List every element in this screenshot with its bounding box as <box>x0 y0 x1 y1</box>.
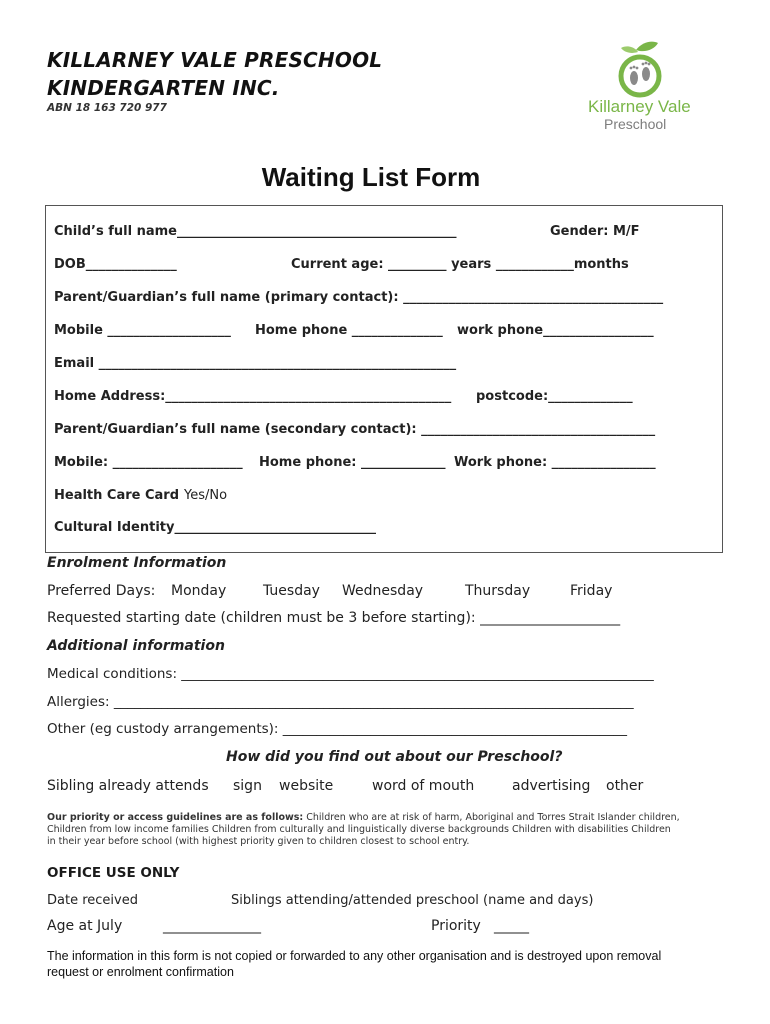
siblings-label: Siblings attending/attended preschool (name and days) <box>231 893 594 908</box>
secondary-guardian-field[interactable]: Parent/Guardian’s full name (secondary contact): ____________________________________ <box>54 422 656 437</box>
dob-field[interactable]: DOB______________ <box>54 257 177 272</box>
priority-line1: Children who are at risk of harm, Aboriginal and Torres Strait Islander children, <box>306 812 680 823</box>
requested-start-field[interactable]: Requested starting date (children must be 3 before starting): ____________________ <box>47 610 621 626</box>
abn-number: ABN 18 163 720 977 <box>47 102 167 114</box>
priority-field[interactable]: _____ <box>494 918 529 934</box>
primary-guardian-field[interactable]: Parent/Guardian’s full name (primary contact): ________________________________________ <box>54 290 664 305</box>
allergies-field[interactable]: Allergies: _____________________________________________________________________________ <box>47 694 634 710</box>
age-at-july-field[interactable]: ______________ <box>163 918 261 934</box>
mobile2-field[interactable]: Mobile: ____________________ <box>54 455 243 470</box>
date-received-label: Date received <box>47 893 138 908</box>
postcode-field[interactable]: postcode:_____________ <box>476 389 633 404</box>
priority-line3: in their year before school (with highest priority given to children closest to school entry. <box>47 836 470 847</box>
other-field[interactable]: Other (eg custody arrangements): ___________________________________________________ <box>47 721 628 737</box>
health-care-card-options[interactable]: Yes/No <box>184 488 228 503</box>
preferred-days-label: Preferred Days: <box>47 583 156 599</box>
preschool-logo <box>612 40 668 98</box>
option-sign[interactable]: sign <box>233 778 262 794</box>
priority-line2: Children from low income families Children from culturally and linguistically diverse backgrounds Children with disabilities Children <box>47 824 671 835</box>
school-name-line2: KINDERGARTEN INC. <box>47 76 280 100</box>
office-use-heading: OFFICE USE ONLY <box>47 865 180 881</box>
form-title: Waiting List Form <box>261 162 481 192</box>
disclaimer-line2: request or enrolment confirmation <box>47 965 234 979</box>
age-at-july-label: Age at July <box>47 918 123 934</box>
medical-conditions-field[interactable]: Medical conditions: ______________________________________________________________________ <box>47 666 654 682</box>
home-phone-field[interactable]: Home phone ______________ <box>255 323 443 338</box>
email-field[interactable]: Email _______________________________________________________ <box>54 356 457 371</box>
enrolment-heading: Enrolment Information <box>47 555 227 571</box>
disclaimer-line1: The information in this form is not copied or forwarded to any other organisation and is destroyed upon removal <box>47 949 662 963</box>
gender-field[interactable]: Gender: M/F <box>550 224 640 239</box>
footprints-leaf-icon <box>612 40 668 98</box>
current-age-field[interactable]: Current age: _________ years ____________months <box>291 257 629 272</box>
priority-label: Priority <box>431 918 481 934</box>
school-name-line1: KILLARNEY VALE PRESCHOOL <box>47 48 383 72</box>
option-word-of-mouth[interactable]: word of mouth <box>372 778 475 794</box>
home-phone2-field[interactable]: Home phone: _____________ <box>259 455 446 470</box>
work-phone2-field[interactable]: Work phone: ________________ <box>454 455 656 470</box>
find-out-question: How did you find out about our Preschool? <box>226 749 563 765</box>
day-monday[interactable]: Monday <box>171 583 227 599</box>
work-phone-field[interactable]: work phone_________________ <box>457 323 654 338</box>
home-address-field[interactable]: Home Address:____________________________________________ <box>54 389 452 404</box>
day-wednesday[interactable]: Wednesday <box>342 583 424 599</box>
logo-text-line1: Killarney Vale <box>588 97 691 116</box>
option-sibling[interactable]: Sibling already attends <box>47 778 209 794</box>
health-care-card-label: Health Care Card <box>54 488 180 503</box>
option-advertising[interactable]: advertising <box>512 778 591 794</box>
additional-heading: Additional information <box>47 638 225 654</box>
mobile-field[interactable]: Mobile ___________________ <box>54 323 231 338</box>
cultural-identity-field[interactable]: Cultural Identity_______________________________ <box>54 520 376 535</box>
day-tuesday[interactable]: Tuesday <box>263 583 320 599</box>
priority-lead: Our priority or access guidelines are as follows: <box>47 812 304 823</box>
option-website[interactable]: website <box>279 778 334 794</box>
day-thursday[interactable]: Thursday <box>465 583 531 599</box>
priority-guidelines <box>47 812 680 823</box>
childs-full-name-field[interactable]: Child’s full name___________________________________________ <box>54 224 457 239</box>
day-friday[interactable]: Friday <box>570 583 613 599</box>
option-other[interactable]: other <box>606 778 644 794</box>
logo-text-line2: Preschool <box>604 116 667 132</box>
